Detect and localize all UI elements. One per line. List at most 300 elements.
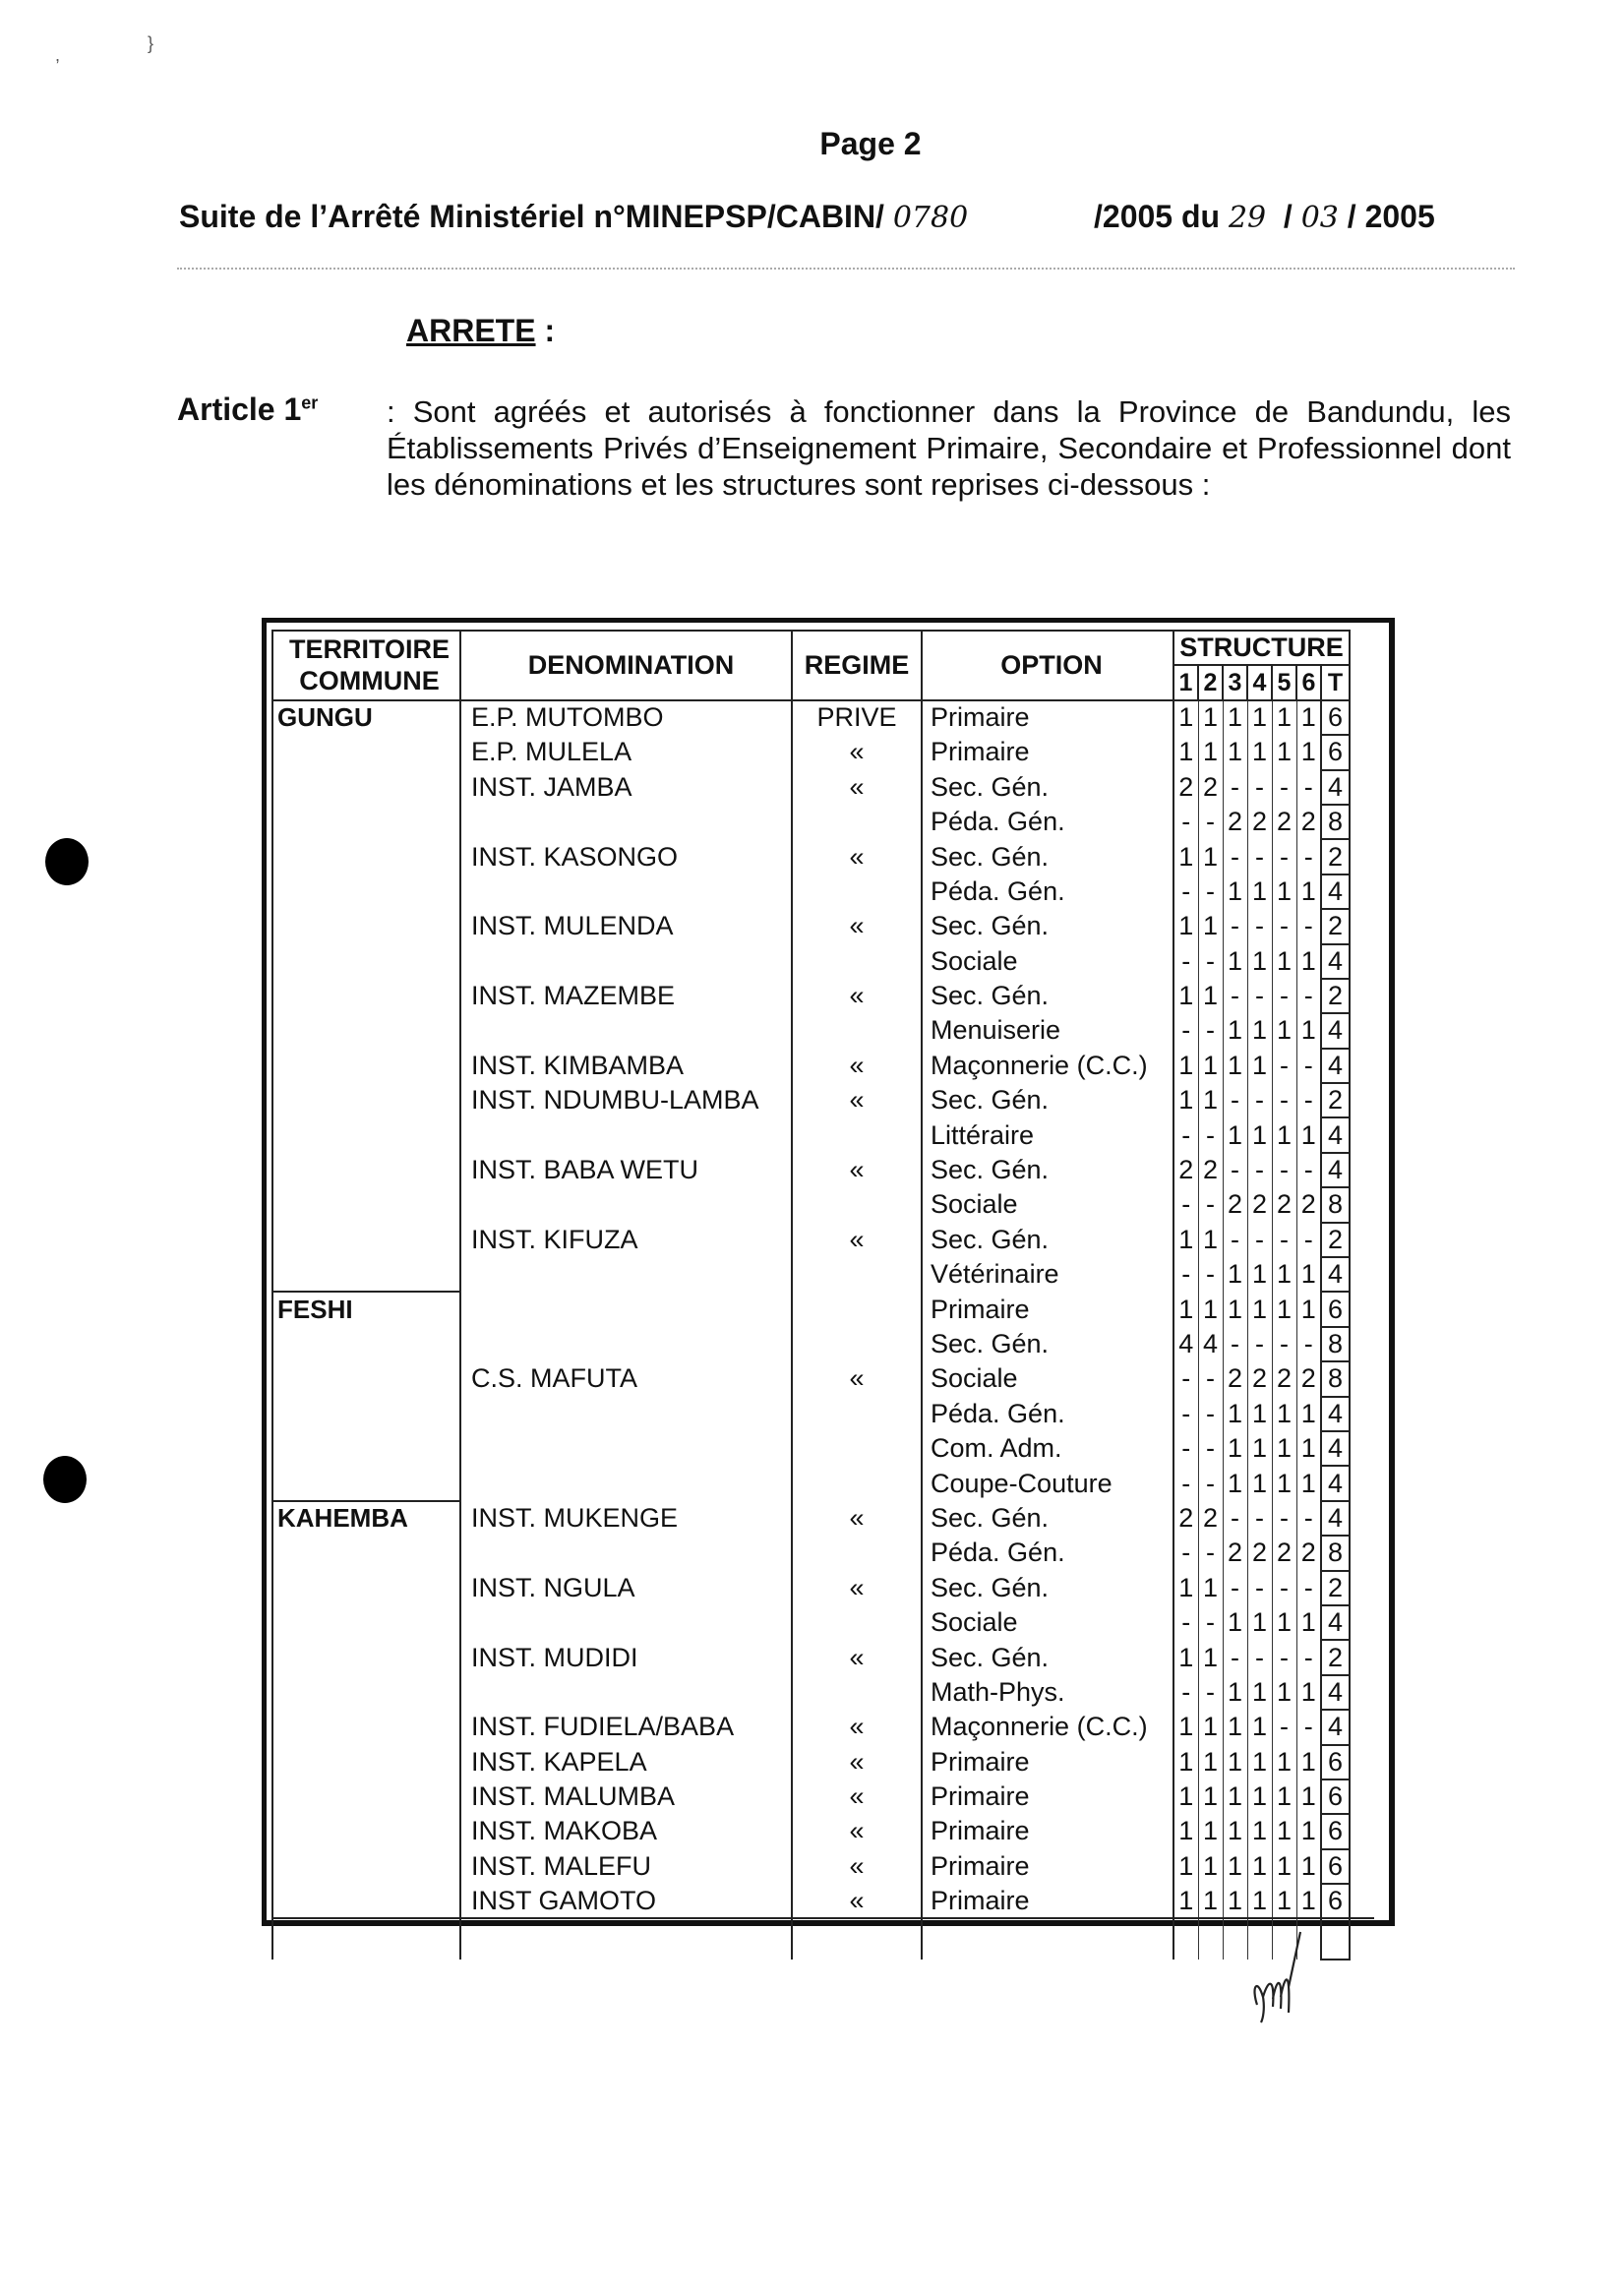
cell-structure: 4 — [1321, 1397, 1350, 1431]
cell-regime: « — [792, 1571, 922, 1605]
cell-option: Péda. Gén. — [922, 1536, 1173, 1570]
scan-speck: , — [55, 45, 61, 65]
cell-structure: 1 — [1173, 1849, 1198, 1884]
cell-structure: 1 — [1223, 735, 1247, 769]
cell-regime — [792, 1466, 922, 1500]
cell-structure: 1 — [1173, 1745, 1198, 1779]
cell-denomination — [460, 1327, 792, 1361]
cell-structure: 6 — [1321, 1814, 1350, 1848]
header-territoire-1: TERRITOIRE — [288, 634, 450, 665]
cell-structure: 4 — [1321, 1013, 1350, 1048]
cell-structure: - — [1223, 1083, 1247, 1117]
cell-structure: 2 — [1247, 805, 1272, 839]
cell-structure: 1 — [1247, 1397, 1272, 1431]
cell-structure: - — [1173, 1257, 1198, 1292]
cell-blank — [1350, 1257, 1374, 1292]
table-row — [272, 944, 1374, 979]
cell-structure: - — [1223, 770, 1247, 805]
cell-structure: - — [1198, 1431, 1223, 1466]
cell-empty — [272, 1918, 460, 1960]
cell-structure: 1 — [1296, 1779, 1321, 1814]
cell-structure: 2 — [1247, 1187, 1272, 1222]
cell-structure: 4 — [1321, 1501, 1350, 1536]
cell-blank — [1350, 1640, 1374, 1674]
cell-option: Sociale — [922, 1361, 1173, 1396]
cell-structure: 6 — [1321, 700, 1350, 735]
cell-structure: - — [1198, 1397, 1223, 1431]
cell-structure: - — [1247, 1571, 1272, 1605]
cell-regime — [792, 1397, 922, 1431]
cell-structure: - — [1272, 979, 1296, 1013]
cell-structure: 1 — [1247, 1884, 1272, 1918]
cell-structure: 4 — [1321, 1153, 1350, 1187]
decree-slash: / — [1283, 199, 1293, 234]
cell-blank — [1350, 1814, 1374, 1848]
cell-structure: 4 — [1321, 770, 1350, 805]
arrete-colon: : — [535, 313, 556, 348]
arrete-heading — [406, 313, 555, 349]
cell-territoire — [272, 1327, 460, 1361]
decree-month-handwritten: 03 — [1300, 201, 1339, 235]
table-row — [272, 1327, 1374, 1361]
cell-structure: 2 — [1272, 1536, 1296, 1570]
cell-denomination: INST. MUDIDI — [460, 1640, 792, 1674]
cell-blank — [1350, 1397, 1374, 1431]
cell-blank — [1350, 1117, 1374, 1152]
cell-structure: 4 — [1321, 1710, 1350, 1744]
cell-regime: « — [792, 909, 922, 943]
header-denomination: DENOMINATION — [460, 631, 792, 700]
cell-denomination: INST. KIFUZA — [460, 1223, 792, 1257]
cell-option: Primaire — [922, 1814, 1173, 1848]
cell-structure: 8 — [1321, 1327, 1350, 1361]
cell-option: Math-Phys. — [922, 1675, 1173, 1710]
cell-structure: 1 — [1247, 1675, 1272, 1710]
cell-structure: 1 — [1296, 1292, 1321, 1326]
cell-structure: 2 — [1321, 979, 1350, 1013]
cell-structure: 1 — [1223, 1292, 1247, 1326]
cell-structure: 1 — [1247, 1292, 1272, 1326]
cell-regime — [792, 1257, 922, 1292]
cell-structure: 1 — [1296, 1257, 1321, 1292]
cell-structure: - — [1247, 909, 1272, 943]
cell-blank — [1350, 1223, 1374, 1257]
cell-blank — [1350, 770, 1374, 805]
cell-denomination: INST. FUDIELA/BABA — [460, 1710, 792, 1744]
cell-structure: 1 — [1272, 875, 1296, 909]
cell-territoire — [272, 1536, 460, 1570]
cell-structure: 4 — [1321, 1466, 1350, 1500]
cell-denomination — [460, 1292, 792, 1326]
cell-option: Sec. Gén. — [922, 839, 1173, 874]
cell-structure: 2 — [1321, 1083, 1350, 1117]
cell-structure: 2 — [1247, 1536, 1272, 1570]
cell-blank — [1350, 1710, 1374, 1744]
cell-regime — [792, 1013, 922, 1048]
cell-blank — [1350, 700, 1374, 735]
cell-structure: 1 — [1173, 1640, 1198, 1674]
cell-denomination: INST. MULENDA — [460, 909, 792, 943]
cell-regime: « — [792, 1361, 922, 1396]
cell-structure: 1 — [1173, 1571, 1198, 1605]
cell-structure: 1 — [1198, 909, 1223, 943]
cell-structure: - — [1198, 1675, 1223, 1710]
cell-structure: 1 — [1223, 944, 1247, 979]
cell-blank — [1350, 1187, 1374, 1222]
cell-structure: - — [1272, 1049, 1296, 1083]
cell-structure: 1 — [1272, 1117, 1296, 1152]
cell-structure: 4 — [1321, 1257, 1350, 1292]
cell-structure: 1 — [1272, 735, 1296, 769]
cell-structure: - — [1198, 805, 1223, 839]
cell-structure: 1 — [1296, 944, 1321, 979]
cell-structure: 1 — [1198, 1814, 1223, 1848]
cell-structure: 1 — [1223, 1710, 1247, 1744]
cell-territoire — [272, 909, 460, 943]
cell-structure: - — [1247, 770, 1272, 805]
decree-date — [1094, 199, 1435, 235]
table-row — [272, 1431, 1374, 1466]
cell-structure: 1 — [1173, 839, 1198, 874]
cell-option: Com. Adm. — [922, 1431, 1173, 1466]
cell-option: Littéraire — [922, 1117, 1173, 1152]
cell-structure: 2 — [1173, 1501, 1198, 1536]
article-label — [177, 392, 318, 428]
table-row — [272, 909, 1374, 943]
cell-structure: 8 — [1321, 1361, 1350, 1396]
cell-structure: 4 — [1321, 1675, 1350, 1710]
cell-structure: 1 — [1198, 1849, 1223, 1884]
cell-structure: 1 — [1173, 909, 1198, 943]
cell-structure: 4 — [1321, 1605, 1350, 1640]
cell-structure: 1 — [1223, 1013, 1247, 1048]
cell-territoire — [272, 1640, 460, 1674]
table-row — [272, 1640, 1374, 1674]
cell-structure: 1 — [1223, 1814, 1247, 1848]
table-row — [272, 1223, 1374, 1257]
cell-territoire — [272, 1117, 460, 1152]
table-row — [272, 1779, 1374, 1814]
table-row — [272, 1361, 1374, 1396]
cell-structure: - — [1198, 1605, 1223, 1640]
cell-structure: - — [1198, 1117, 1223, 1152]
cell-blank — [1350, 839, 1374, 874]
cell-structure: - — [1223, 839, 1247, 874]
cell-structure: 1 — [1247, 875, 1272, 909]
header-territoire — [272, 631, 460, 700]
table-row — [272, 1257, 1374, 1292]
cell-structure: 6 — [1321, 735, 1350, 769]
cell-regime — [792, 1536, 922, 1570]
arrete-title: ARRETE — [406, 313, 536, 348]
cell-structure: - — [1272, 1640, 1296, 1674]
cell-structure: 1 — [1173, 700, 1198, 735]
cell-structure: - — [1223, 909, 1247, 943]
cell-territoire — [272, 1884, 460, 1918]
cell-structure: - — [1272, 1153, 1296, 1187]
cell-territoire — [272, 839, 460, 874]
cell-denomination — [460, 1675, 792, 1710]
cell-structure: 1 — [1173, 1223, 1198, 1257]
cell-territoire — [272, 1223, 460, 1257]
cell-option: Sociale — [922, 944, 1173, 979]
cell-denomination — [460, 944, 792, 979]
cell-denomination — [460, 1257, 792, 1292]
cell-regime: « — [792, 1640, 922, 1674]
cell-structure: 4 — [1321, 875, 1350, 909]
punch-hole — [43, 1456, 87, 1503]
cell-denomination: INST. KASONGO — [460, 839, 792, 874]
cell-denomination: INST. KIMBAMBA — [460, 1049, 792, 1083]
table-row — [272, 1397, 1374, 1431]
cell-denomination: INST. MUKENGE — [460, 1501, 792, 1536]
cell-structure: - — [1223, 1153, 1247, 1187]
cell-empty — [792, 1918, 922, 1960]
cell-denomination: C.S. MAFUTA — [460, 1361, 792, 1396]
cell-option: Sec. Gén. — [922, 770, 1173, 805]
table-row — [272, 805, 1374, 839]
cell-denomination — [460, 805, 792, 839]
cell-structure: - — [1173, 1536, 1198, 1570]
cell-empty — [1223, 1918, 1247, 1960]
table-row — [272, 1083, 1374, 1117]
header-structure: STRUCTURE — [1173, 631, 1350, 665]
cell-structure: 1 — [1198, 1745, 1223, 1779]
cell-structure: 2 — [1272, 1361, 1296, 1396]
cell-structure: 1 — [1223, 1675, 1247, 1710]
cell-territoire — [272, 1779, 460, 1814]
cell-structure: - — [1173, 875, 1198, 909]
cell-structure: - — [1173, 1013, 1198, 1048]
cell-structure: - — [1173, 1187, 1198, 1222]
cell-structure: 1 — [1173, 1779, 1198, 1814]
table-row — [272, 875, 1374, 909]
cell-structure: 2 — [1272, 805, 1296, 839]
cell-option: Primaire — [922, 1849, 1173, 1884]
cell-structure: 1 — [1198, 979, 1223, 1013]
article-label-text: Article 1 — [177, 392, 302, 427]
cell-structure: 4 — [1198, 1327, 1223, 1361]
cell-structure: 2 — [1321, 1223, 1350, 1257]
cell-structure: 1 — [1296, 1675, 1321, 1710]
cell-denomination: INST GAMOTO — [460, 1884, 792, 1918]
table-row — [272, 1884, 1374, 1918]
cell-structure: - — [1272, 1083, 1296, 1117]
cell-regime: « — [792, 839, 922, 874]
table-row — [272, 1814, 1374, 1848]
cell-structure: 1 — [1247, 1745, 1272, 1779]
cell-structure: 8 — [1321, 805, 1350, 839]
cell-option: Menuiserie — [922, 1013, 1173, 1048]
cell-structure: 1 — [1198, 1779, 1223, 1814]
cell-denomination: INST. MAKOBA — [460, 1814, 792, 1848]
cell-structure: 1 — [1223, 1257, 1247, 1292]
cell-blank — [1350, 1361, 1374, 1396]
cell-denomination: INST. MALUMBA — [460, 1779, 792, 1814]
cell-regime — [792, 1431, 922, 1466]
cell-structure: 1 — [1173, 1814, 1198, 1848]
cell-structure: 1 — [1247, 1466, 1272, 1500]
article-text: : Sont agréés et autorisés à fonctionner dans la Province de Bandundu, les Établissements Privés d’Enseignement Primaire, Secondaire et Professionnel dont les dénominations et les structures sont reprises ci-dessous : — [387, 394, 1511, 502]
cell-structure: - — [1296, 979, 1321, 1013]
cell-denomination — [460, 1431, 792, 1466]
cell-structure: - — [1223, 1327, 1247, 1361]
cell-structure: - — [1173, 1675, 1198, 1710]
cell-structure: - — [1247, 979, 1272, 1013]
cell-option: Primaire — [922, 1292, 1173, 1326]
cell-structure: 1 — [1223, 1605, 1247, 1640]
cell-structure: - — [1247, 1083, 1272, 1117]
decree-number-handwritten: 0780 — [892, 201, 969, 235]
cell-structure: - — [1296, 1501, 1321, 1536]
cell-territoire — [272, 1431, 460, 1466]
table-row — [272, 735, 1374, 769]
cell-territoire — [272, 770, 460, 805]
cell-denomination: E.P. MULELA — [460, 735, 792, 769]
scan-speck: } — [148, 33, 154, 53]
cell-structure: 4 — [1321, 1049, 1350, 1083]
cell-territoire — [272, 1049, 460, 1083]
cell-structure: 2 — [1296, 805, 1321, 839]
cell-structure: 1 — [1198, 1223, 1223, 1257]
cell-structure: 6 — [1321, 1849, 1350, 1884]
table-row — [272, 1466, 1374, 1500]
cell-territoire — [272, 1745, 460, 1779]
cell-denomination: INST. MALEFU — [460, 1849, 792, 1884]
cell-structure: 1 — [1296, 1884, 1321, 1918]
cell-structure: 1 — [1198, 735, 1223, 769]
cell-option: Sec. Gén. — [922, 1327, 1173, 1361]
cell-structure: - — [1247, 839, 1272, 874]
cell-structure: - — [1223, 1223, 1247, 1257]
cell-blank — [1350, 875, 1374, 909]
cell-structure: 4 — [1321, 1431, 1350, 1466]
table-row — [272, 1117, 1374, 1152]
header-structure-col: 2 — [1198, 665, 1223, 699]
cell-structure: - — [1198, 1466, 1223, 1500]
table-row — [272, 1292, 1374, 1326]
cell-empty — [922, 1918, 1173, 1960]
cell-structure: 1 — [1296, 875, 1321, 909]
cell-structure: 1 — [1272, 944, 1296, 979]
cell-structure: - — [1173, 944, 1198, 979]
cell-structure: - — [1223, 1640, 1247, 1674]
cell-structure: - — [1272, 909, 1296, 943]
cell-structure: 1 — [1247, 1117, 1272, 1152]
cell-structure: - — [1296, 1223, 1321, 1257]
cell-option: Péda. Gén. — [922, 875, 1173, 909]
header-structure-col: T — [1321, 665, 1350, 699]
cell-blank — [1350, 1466, 1374, 1500]
cell-territoire — [272, 979, 460, 1013]
cell-structure: 2 — [1321, 1571, 1350, 1605]
cell-structure: 1 — [1223, 1117, 1247, 1152]
table-row — [272, 1605, 1374, 1640]
cell-structure: 4 — [1321, 1117, 1350, 1152]
cell-structure: 1 — [1173, 1710, 1198, 1744]
cell-blank — [1350, 1745, 1374, 1779]
cell-structure: 1 — [1223, 1466, 1247, 1500]
cell-structure: 1 — [1247, 1605, 1272, 1640]
table-row — [272, 1501, 1374, 1536]
cell-option: Vétérinaire — [922, 1257, 1173, 1292]
cell-territoire: KAHEMBA — [272, 1501, 460, 1536]
cell-option: Péda. Gén. — [922, 805, 1173, 839]
table-row — [272, 1745, 1374, 1779]
cell-structure: - — [1296, 1049, 1321, 1083]
cell-structure: 1 — [1198, 1710, 1223, 1744]
header-structure-col: 3 — [1223, 665, 1247, 699]
cell-structure: - — [1272, 839, 1296, 874]
schools-table — [271, 630, 1374, 1960]
cell-territoire — [272, 735, 460, 769]
cell-structure: 8 — [1321, 1536, 1350, 1570]
cell-option: Primaire — [922, 735, 1173, 769]
cell-option: Sec. Gén. — [922, 1223, 1173, 1257]
cell-structure: 1 — [1272, 1605, 1296, 1640]
header-blank — [1350, 631, 1374, 700]
table-row — [272, 1153, 1374, 1187]
cell-regime: PRIVE — [792, 700, 922, 735]
cell-structure: 1 — [1272, 1397, 1296, 1431]
cell-structure: 1 — [1272, 1849, 1296, 1884]
cell-blank — [1350, 1431, 1374, 1466]
cell-structure: 6 — [1321, 1884, 1350, 1918]
article-label-sup: er — [301, 392, 319, 413]
cell-structure: 1 — [1247, 1431, 1272, 1466]
cell-structure: 1 — [1296, 1117, 1321, 1152]
cell-territoire — [272, 1605, 460, 1640]
cell-structure: - — [1296, 770, 1321, 805]
cell-option: Sec. Gén. — [922, 909, 1173, 943]
cell-option: Sec. Gén. — [922, 1153, 1173, 1187]
cell-territoire — [272, 1466, 460, 1500]
cell-option: Coupe-Couture — [922, 1466, 1173, 1500]
cell-denomination: E.P. MUTOMBO — [460, 700, 792, 735]
table-row — [272, 1049, 1374, 1083]
cell-structure: - — [1272, 1501, 1296, 1536]
cell-blank — [1350, 1083, 1374, 1117]
cell-structure: 2 — [1223, 1361, 1247, 1396]
cell-option: Sec. Gén. — [922, 1571, 1173, 1605]
cell-regime: « — [792, 979, 922, 1013]
cell-structure: 2 — [1173, 1153, 1198, 1187]
cell-structure: 1 — [1247, 1814, 1272, 1848]
cell-structure: 2 — [1321, 909, 1350, 943]
cell-regime: « — [792, 1779, 922, 1814]
cell-structure: 1 — [1296, 1466, 1321, 1500]
cell-denomination: INST. NGULA — [460, 1571, 792, 1605]
cell-regime: « — [792, 1223, 922, 1257]
cell-structure: 4 — [1321, 944, 1350, 979]
cell-structure: 1 — [1296, 1605, 1321, 1640]
cell-option: Sociale — [922, 1187, 1173, 1222]
cell-regime: « — [792, 1710, 922, 1744]
cell-structure: 1 — [1198, 839, 1223, 874]
cell-structure: 1 — [1173, 979, 1198, 1013]
cell-territoire — [272, 1013, 460, 1048]
cell-structure: 1 — [1272, 700, 1296, 735]
cell-denomination: INST. JAMBA — [460, 770, 792, 805]
table-row — [272, 1013, 1374, 1048]
cell-option: Sec. Gén. — [922, 1083, 1173, 1117]
cell-structure: - — [1223, 979, 1247, 1013]
cell-structure: 1 — [1173, 1884, 1198, 1918]
cell-structure: 1 — [1247, 735, 1272, 769]
cell-structure: 1 — [1198, 1571, 1223, 1605]
cell-structure: 1 — [1198, 1292, 1223, 1326]
table-row — [272, 1849, 1374, 1884]
